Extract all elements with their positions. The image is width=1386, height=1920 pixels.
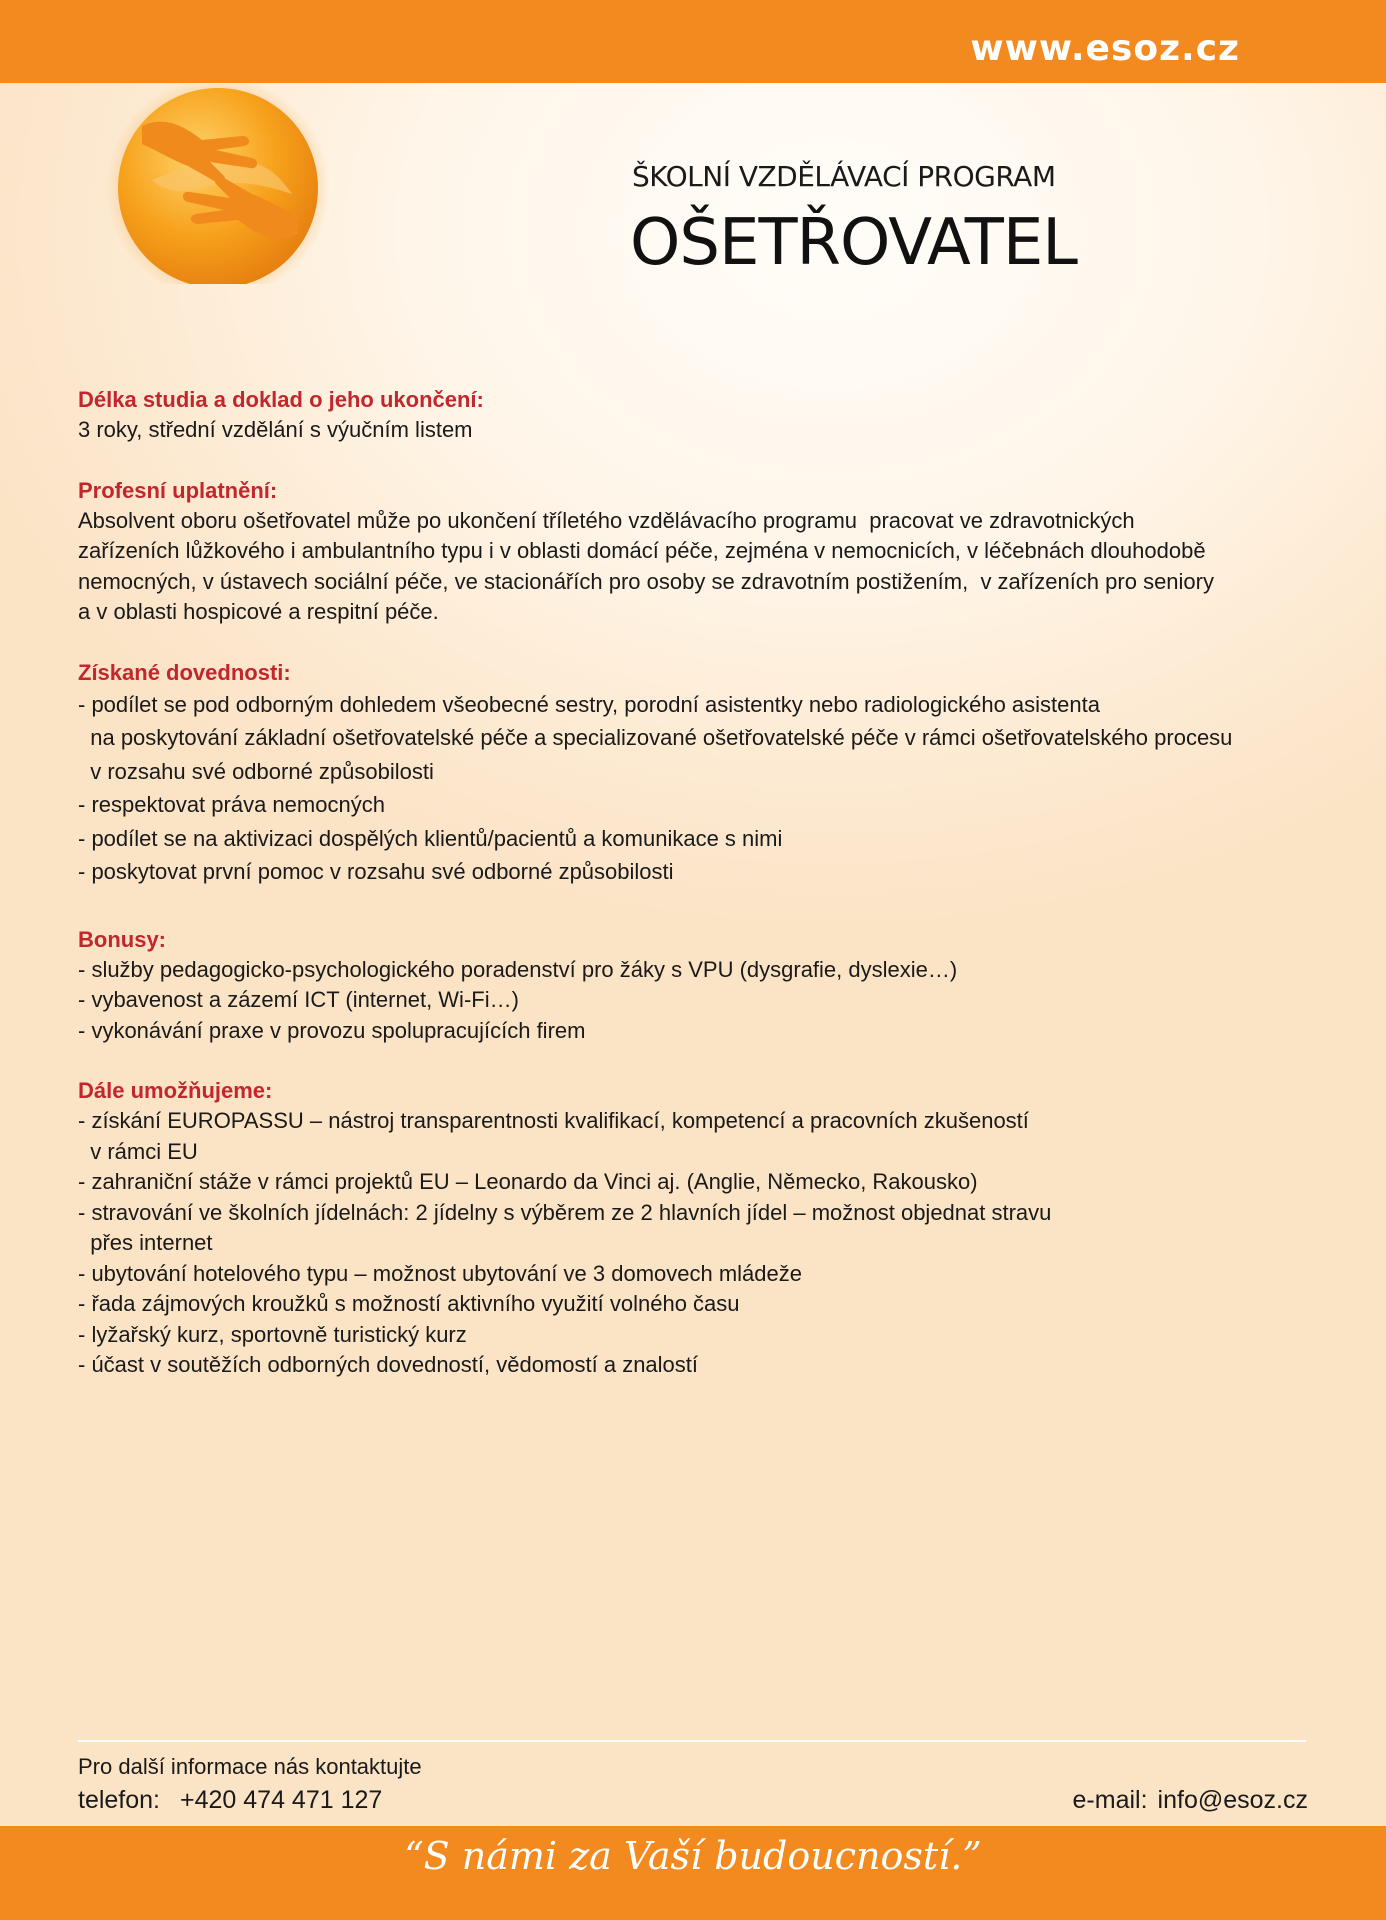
slogan: “S námi za Vaší budoucností.” <box>404 1834 982 1878</box>
hands-logo-icon <box>92 84 344 284</box>
section-text-line: Absolvent oboru ošetřovatel může po ukončení tříletého vzdělávacího programu pracovat ve zdravotnických <box>78 507 1135 533</box>
list-item: - podílet se na aktivizaci dospělých klientů/pacientů a komunikace s nimi <box>78 825 783 851</box>
section-heading: Získané dovednosti: <box>78 659 291 685</box>
hands-circle-logo <box>92 84 344 284</box>
list-item: - řada zájmových kroužků s možností aktivního využití volného času <box>78 1291 740 1316</box>
email-link[interactable]: info@esoz.cz <box>1157 1786 1308 1814</box>
list-item: - získání EUROPASSU – nástroj transparentnosti kvalifikací, kompetencí a pracovních zkušeností <box>78 1108 1029 1133</box>
phone-contact <box>78 1786 382 1815</box>
section-text-line: nemocných, v ústavech sociální péče, ve stacionářích pro osoby se zdravotním postižením, v zařízeních pro seniory <box>78 568 1214 594</box>
program-title: OŠETŘOVATEL <box>630 206 1077 280</box>
list-item: v rámci EU <box>78 1138 198 1164</box>
list-item: - služby pedagogicko-psychologického poradenství pro žáky s VPU (dysgrafie, dyslexie…) <box>78 956 958 982</box>
list-item: v rozsahu své odborné způsobilosti <box>78 758 434 784</box>
section-offers <box>78 1076 1308 1381</box>
section-bonuses <box>78 925 1308 1047</box>
list-item: - lyžařský kurz, sportovně turistický kurz <box>78 1321 467 1347</box>
list-item: na poskytování základní ošetřovatelské péče a specializované ošetřovatelské péče v rámci ošetřovatelského procesu <box>78 725 1233 750</box>
section-duration <box>78 385 1308 446</box>
email-label: e-mail: <box>1072 1786 1148 1814</box>
program-label: ŠKOLNÍ VZDĚLÁVACÍ PROGRAM <box>632 160 1056 193</box>
content-area <box>78 385 1308 1411</box>
section-skills <box>78 658 1308 889</box>
section-heading: Délka studia a doklad o jeho ukončení: <box>78 387 484 412</box>
contact-text: Pro další informace nás kontaktujte <box>78 1754 422 1779</box>
website-link[interactable]: www.esoz.cz <box>970 28 1240 69</box>
list-item: - poskytovat první pomoc v rozsahu své odborné způsobilosti <box>78 859 674 884</box>
footer-divider <box>78 1740 1306 1742</box>
email-contact <box>1073 1786 1308 1815</box>
phone-number-link[interactable]: +420 474 471 127 <box>180 1786 383 1814</box>
section-text-line: a v oblasti hospicové a respitní péče. <box>78 599 439 624</box>
list-item: - vybavenost a zázemí ICT (internet, Wi-Fi…) <box>78 987 519 1012</box>
section-heading: Bonusy: <box>78 926 166 952</box>
list-item: - vykonávání praxe v provozu spolupracujících firem <box>78 1017 586 1043</box>
top-bar <box>0 0 1386 83</box>
list-item: - zahraniční stáže v rámci projektů EU – Leonardo da Vinci aj. (Anglie, Německo, Rakousko) <box>78 1169 978 1194</box>
section-heading: Dále umožňujeme: <box>78 1078 273 1103</box>
list-item: - podílet se pod odborným dohledem všeobecné sestry, porodní asistentky nebo radiologického asistenta <box>78 691 1100 717</box>
list-item: - stravování ve školních jídelnách: 2 jídelny s výběrem ze 2 hlavních jídel – možnost objednat stravu <box>78 1199 1052 1225</box>
list-item: - respektovat práva nemocných <box>78 792 385 817</box>
list-item: - účast v soutěžích odborných dovedností, vědomostí a znalostí <box>78 1352 699 1377</box>
section-text: 3 roky, střední vzdělání s výučním listem <box>78 417 473 442</box>
list-item: - ubytování hotelového typu – možnost ubytování ve 3 domovech mládeže <box>78 1260 802 1286</box>
list-item: přes internet <box>78 1230 213 1255</box>
section-career <box>78 476 1308 628</box>
phone-label: telefon: <box>78 1786 161 1814</box>
section-text-line: zařízeních lůžkového i ambulantního typu i v oblasti domácí péče, zejména v nemocnicích, v léčebnách dlouhodobě <box>78 538 1206 563</box>
section-heading: Profesní uplatnění: <box>78 477 278 503</box>
